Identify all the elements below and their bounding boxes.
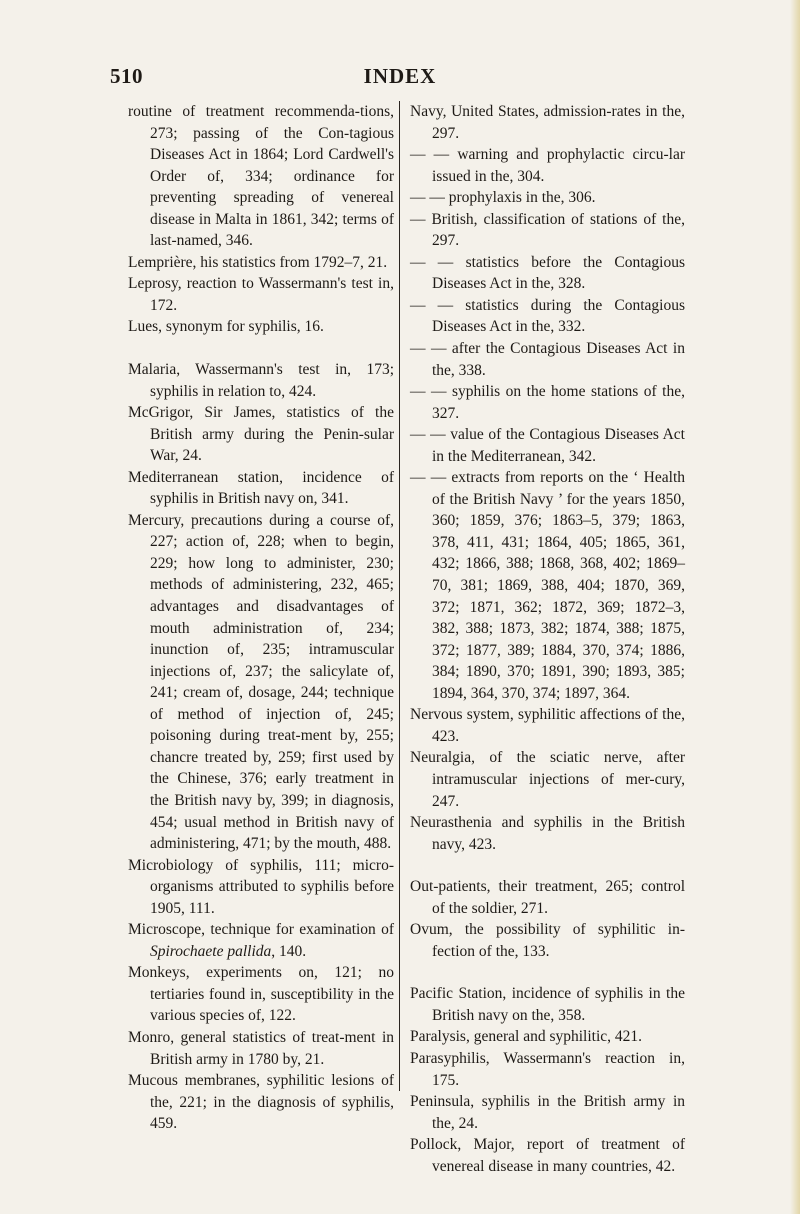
index-column-left (128, 101, 394, 1135)
index-entry: — — extracts from reports on the ‘ Health of the British Navy ’ for the years 1850, 360; 1859, 376; 1863–5, 379; 1863, 378, 411, 431; 1864, 405; 1865, 361, 432; 1866, 388; 1868, 368, 402; 1869–70, 381; 1869, 388, 404; 1870, 369, 372; 1871, 362; 1872, 369; 1872–3, 382, 388; 1873, 382; 1874, 388; 1875, 372; 1877, 389; 1884, 370, 374; 1886, 384; 1890, 370; 1891, 390; 1893, 385; 1894, 364, 370, 374; 1897, 364. (410, 469, 685, 702)
index-entry: Ovum, the possibility of syphilitic in-fection of the, 133. (410, 921, 685, 960)
index-entry: Neurasthenia and syphilis in the British navy, 423. (410, 814, 685, 853)
index-entry: — British, classification of stations of the, 297. (410, 210, 685, 250)
index-entry: Monkeys, experiments on, 121; no tertiaries found in, susceptibility in the various species of, 122. (128, 964, 394, 1025)
index-entry: Lemprière, his statistics from 1792–7, 21. (128, 253, 388, 271)
index-entry: Monro, general statistics of treat-ment in British army in 1780 by, 21. (128, 1028, 394, 1068)
index-entry (128, 919, 394, 962)
index-entry: — — statistics during the Contagious Diseases Act in the, 332. (410, 296, 685, 336)
index-entry: Mercury, precautions during a course of, 227; action of, 228; when to begin, 229; how long to administer, 230; methods of administering, 232, 465; advantages and disadvantages of mouth administration of, 234; inunction of, 235; intramuscular injections of, 237; the salicylate of, 241; cream of, dosage, 244; technique of method of injection of, 245; poisoning during treat-ment by, 255; chancre treated by, 259; first used by the Chinese, 376; early treatment in the British navy by, 399; in diagnosis, 454; usual method in British navy of administering, 471; by the mouth, 488. (128, 511, 394, 853)
index-entry: Paralysis, general and syphilitic, 421. (410, 1028, 643, 1046)
index-entry: Navy, United States, admission-rates in the, 297. (410, 103, 685, 142)
column-divider (399, 101, 400, 1091)
page-edge (790, 0, 800, 1214)
index-entry: Pollock, Major, report of treatment of venereal disease in many countries, 42. (410, 1136, 685, 1175)
index-entry: Peninsula, syphilis in the British army in the, 24. (410, 1093, 685, 1132)
index-entry: Out-patients, their treatment, 265; control of the soldier, 271. (410, 878, 685, 917)
index-entry: — — statistics before the Contagious Diseases Act in the, 328. (410, 253, 685, 293)
entry-text: , 140. (271, 942, 307, 960)
index-entry: Malaria, Wassermann's test in, 173; syphilis in relation to, 424. (128, 361, 394, 400)
index-entry: Mediterranean station, incidence of syphilis in British navy on, 341. (128, 468, 394, 508)
index-entry: Mucous membranes, syphilitic lesions of the, 221; in the diagnosis of syphilis, 459. (128, 1072, 394, 1133)
entry-text: Microscope, technique for examination of (128, 921, 394, 939)
page-number: 510 (110, 64, 143, 88)
index-entry: — — syphilis on the home stations of the, 327. (410, 383, 685, 422)
index-entry: — — value of the Contagious Diseases Act in the Mediterranean, 342. (410, 426, 685, 465)
index-entry: Microbiology of syphilis, 111; micro-organisms attributed to syphilis before 1905, 111. (128, 856, 394, 917)
index-entry: Nervous system, syphilitic affections of the, 423. (410, 706, 685, 745)
index-entry: Lues, synonym for syphilis, 16. (128, 318, 324, 336)
index-entry: routine of treatment recommenda-tions, 273; passing of the Con-tagious Diseases Act in 1864; Lord Cardwell's Order of, 334; ordinance for preventing spreading of venereal disease in Malta in 1861, 342; terms of last-named, 346. (128, 103, 394, 250)
running-head: INDEX (363, 64, 437, 88)
index-entry: Pacific Station, incidence of syphilis in the British navy on the, 358. (410, 985, 685, 1024)
index-entry: Parasyphilis, Wassermann's reaction in, 175. (410, 1049, 685, 1089)
index-entry: Neuralgia, of the sciatic nerve, after intramuscular injections of mer-cury, 247. (410, 749, 685, 810)
index-entry: — — prophylaxis in the, 306. (410, 189, 596, 207)
entry-italic-text: Spirochaete pallida (150, 942, 272, 960)
index-column-right (410, 101, 685, 1177)
index-entry: Leprosy, reaction to Wassermann's test in, 172. (128, 275, 394, 314)
index-entry: — — warning and prophylactic circu-lar issued in the, 304. (410, 146, 685, 185)
index-entry: — — after the Contagious Diseases Act in the, 338. (410, 340, 685, 379)
index-entry: McGrigor, Sir James, statistics of the British army during the Penin-sular War, 24. (128, 404, 394, 465)
